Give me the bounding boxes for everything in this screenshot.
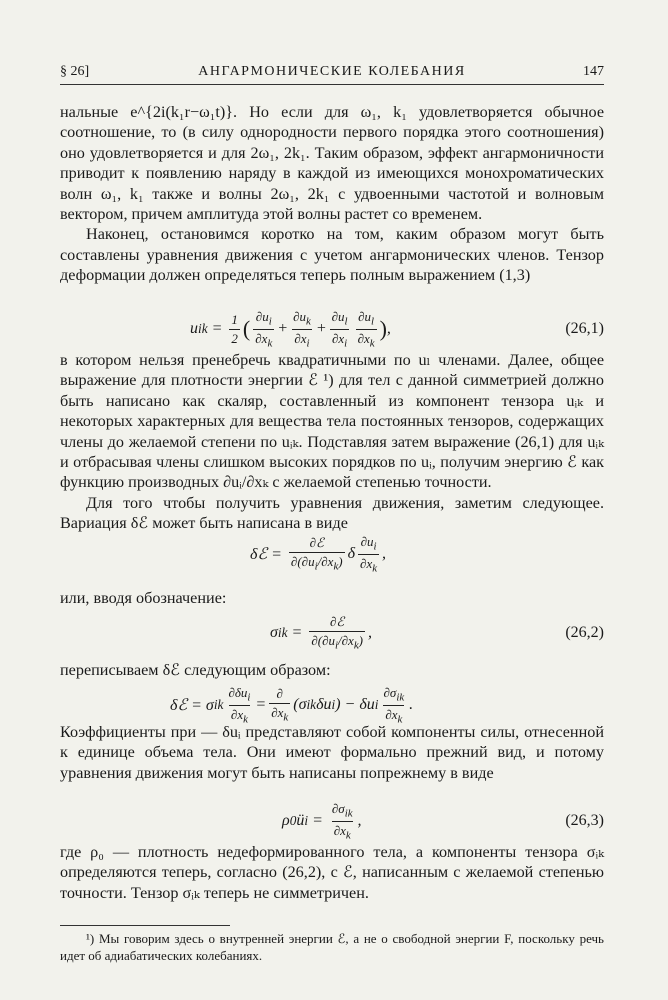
text-block-4 bbox=[60, 660, 604, 680]
text-block-6 bbox=[60, 842, 604, 903]
paragraph-5: или, вводя обозначение: bbox=[60, 589, 227, 607]
running-header bbox=[60, 62, 604, 85]
text-block-2 bbox=[60, 350, 604, 534]
paragraph-7: Коэффициенты при — δuᵢ представляют собой компоненты силы, отнесенной к единице объема тела. Они имеют формально прежний вид, и потому уравнения движения могут быть написаны попрежнему в виде bbox=[60, 723, 604, 782]
equation-26-3-number: (26,3) bbox=[565, 812, 604, 829]
equation-variation-2 bbox=[60, 684, 604, 726]
chapter-title: АНГАРМОНИЧЕСКИЕ КОЛЕБАНИЯ bbox=[198, 64, 466, 79]
equation-26-1-number: (26,1) bbox=[565, 320, 604, 337]
paragraph-8: где ρ₀ — плотность недеформированного тела, а компоненты тензора σᵢₖ определяются теперь, согласно (26,2), с ℰ, написанным с желаемой степенью точности. Тензор σᵢₖ теперь не симметричен. bbox=[60, 843, 604, 902]
footnote-rule bbox=[60, 925, 230, 926]
equation-variation-formula: δℰ = $\frac{\text{∂ℰ}}{\partial(\partial u_i/\partial x_k)}$ δ $\frac{\partial u_i}{\partial x_k}$ , bbox=[250, 533, 387, 575]
equation-26-2-formula: σ ik = $\frac{\text{∂ℰ}}{\partial(\partial u_i/\partial x_k)}$ , bbox=[270, 614, 372, 652]
page-number: 147 bbox=[583, 64, 604, 79]
equation-26-1 bbox=[60, 308, 604, 350]
footnote-text: ¹) Мы говорим здесь о внутренней энергии ℰ, а не о свободной энергии F, поскольку речь идет об адиабатических колебаниях. bbox=[60, 931, 604, 963]
equation-26-3-formula: ρ 0 ü i = $\frac{\partial\sigma_{ik}}{\partial x_k}$ , bbox=[282, 800, 362, 842]
paragraph-6: переписываем δℰ следующим образом: bbox=[60, 661, 331, 679]
text-block-1 bbox=[60, 102, 604, 286]
text-block-5 bbox=[60, 722, 604, 783]
paragraph-1: нальные e^{2i(k₁r−ω₁t)}. Но если для ω₁, k₁ удовлетворяется обычное соотношение, то (в силу однородности первого порядка этого соотношения) оно удовлетворяется и для 2ω₁, 2k₁. Таким образом, эффект ангармоничности приводит к появлению наряду в каждой из имеющихся монохроматических волн ω₁, k₁ также и волны 2ω₁, 2k₁ с удвоенными частотой и волновым вектором, причем амплитуда этой волны растет со временем. bbox=[60, 103, 604, 224]
section-ref: § 26] bbox=[60, 64, 90, 79]
equation-26-2 bbox=[60, 612, 604, 654]
equation-26-3 bbox=[60, 800, 604, 842]
paragraph-4: Для того чтобы получить уравнения движения, заметим следующее. Вариация δℰ может быть написана в виде bbox=[60, 493, 604, 533]
text-block-3 bbox=[60, 588, 604, 608]
paragraph-3: в котором нельзя пренебречь квадратичными по uₗ членами. Далее, общее выражение для плотности энергии ℰ ¹) для тел с данной симметрией должно быть написано как скаляр, составленный из компонент тензора uᵢₖ и некоторых характерных для вещества тела постоянных тензоров, содержащих члены до желаемой степени по uᵢₖ. Подставляя затем выражение (26,1) для uᵢₖ и отбрасывая члены слишком высоких порядков по uᵢ, получим энергию ℰ как функцию производных ∂uᵢ/∂xₖ с желаемой степенью точности. bbox=[60, 351, 604, 492]
footnote bbox=[60, 930, 604, 964]
equation-variation bbox=[60, 528, 604, 580]
equation-26-2-number: (26,2) bbox=[565, 624, 604, 641]
equation-26-1-formula: u ik = $\frac{1}{2}$ ( $\frac{\partial u_i}{\partial x_k}$ + $\frac{\partial u_k}{\partial x_i}$ + $\frac{\partial u_l}{\partial x_i}$ $\frac{\partial u_l}{\partial x_k}$ ) , bbox=[190, 308, 391, 350]
equation-variation-2-formula: δℰ = σ ik $\frac{\partial\delta u_i}{\partial x_k}$ = $\frac{\partial}{\partial x_k}$ (σ ik δu i ) − δu i $\frac{\partial\sigma_{ik}}{\partial x_k}$ . bbox=[170, 684, 414, 726]
paragraph-2: Наконец, остановимся коротко на том, каким образом могут быть составлены уравнения движения с учетом ангармонических членов. Тензор деформации должен определяться теперь полным выражением (1,3) bbox=[60, 225, 604, 285]
